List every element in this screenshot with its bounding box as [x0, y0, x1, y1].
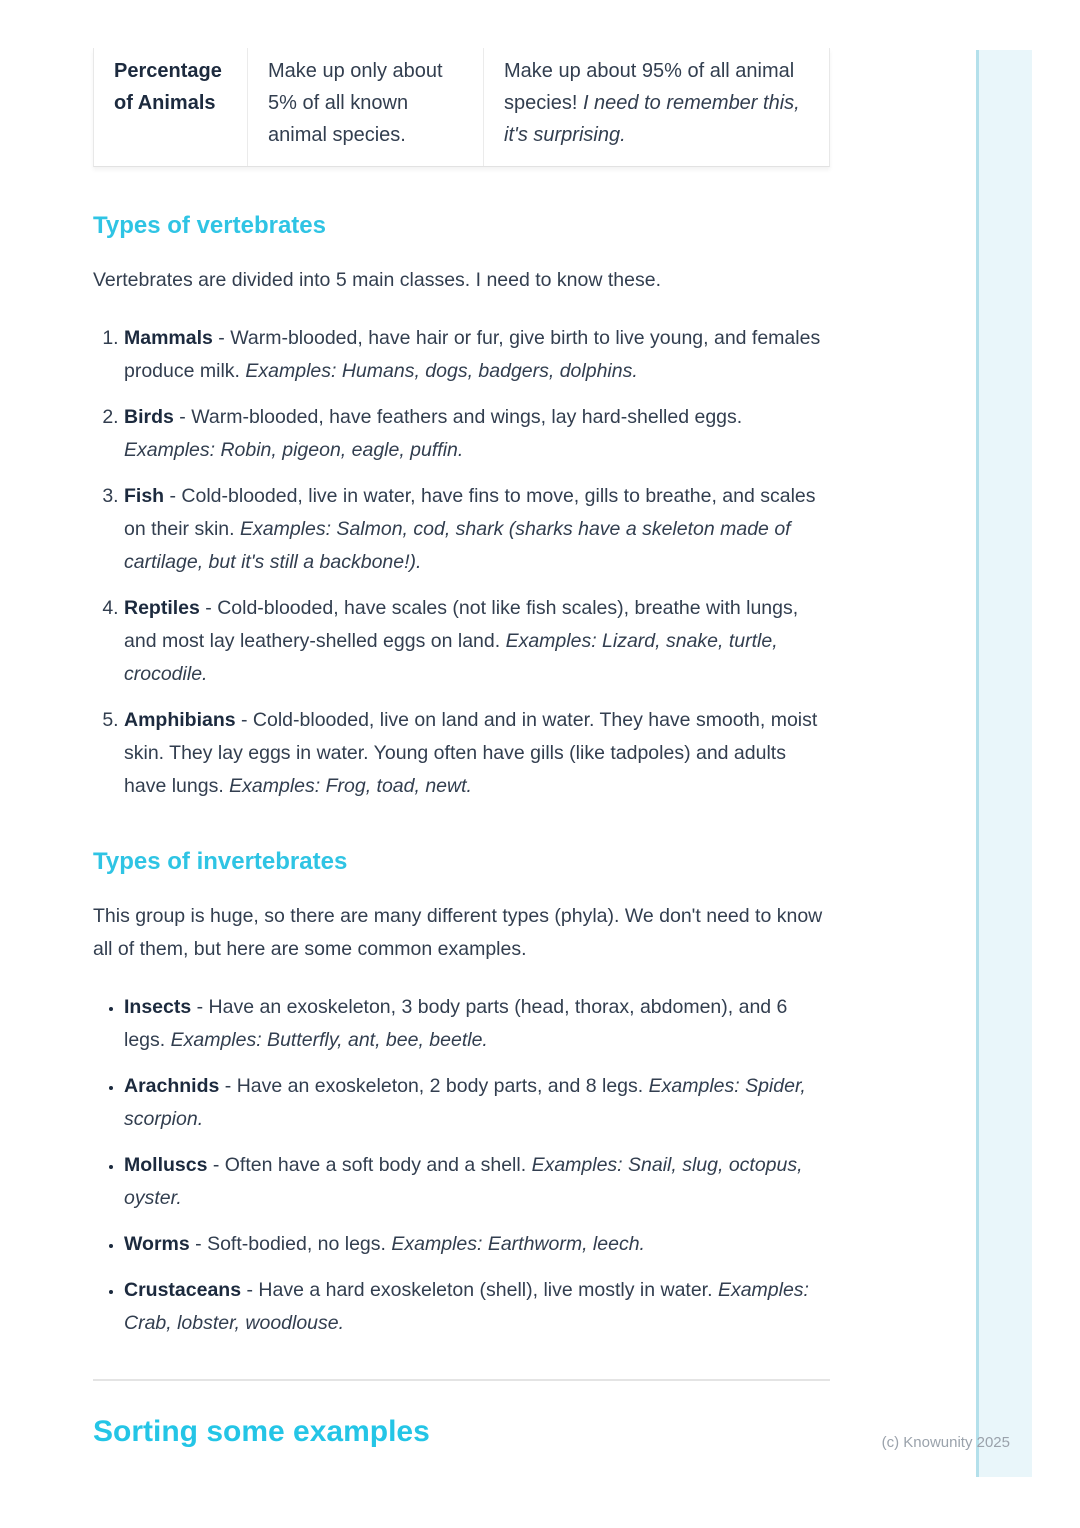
document-content: [93, 0, 830, 1450]
item-desc: - Have an exoskeleton, 2 body parts, and 8 legs.: [219, 1075, 649, 1097]
item-term: Mammals: [124, 327, 213, 349]
item-term: Worms: [124, 1233, 190, 1255]
item-term: Birds: [124, 406, 174, 428]
list-item-crustaceans: [124, 1274, 830, 1340]
page-highlight-strip: [976, 50, 1032, 1477]
item-term: Crustaceans: [124, 1279, 242, 1301]
list-item-birds: [124, 401, 830, 467]
invertebrate-phyla-list: [93, 991, 830, 1340]
table-cell-vertebrates: [484, 48, 828, 166]
item-term: Arachnids: [124, 1075, 220, 1097]
list-item-arachnids: [124, 1070, 830, 1136]
item-desc: - Cold-blooded, live in water, have fins to move, gills to breathe, and scales on their skin.: [124, 485, 816, 540]
item-term: Molluscs: [124, 1154, 208, 1176]
item-term: Fish: [124, 485, 165, 507]
section-divider: [93, 1379, 830, 1381]
item-desc: - Soft-bodied, no legs.: [189, 1233, 392, 1255]
list-item-insects: [124, 991, 830, 1057]
heading-sorting-some-examples: Sorting some examples: [93, 1415, 430, 1448]
item-examples: Examples: Humans, dogs, badgers, dolphins.: [245, 360, 638, 382]
vertebrates-intro: Vertebrates are divided into 5 main classes. I need to know these.: [93, 269, 661, 291]
list-item-mammals: [124, 322, 830, 388]
item-desc: - Have an exoskeleton, 3 body parts (head, thorax, abdomen), and 6 legs.: [124, 996, 788, 1051]
item-desc: - Cold-blooded, live on land and in water. They have smooth, moist skin. They lay eggs in water. Young often have gills (like tadpoles) and adults have lungs.: [124, 709, 818, 797]
item-term: Amphibians: [124, 709, 236, 731]
item-examples: Examples: Robin, pigeon, eagle, puffin.: [124, 439, 464, 461]
item-desc: - Warm-blooded, have feathers and wings, lay hard-shelled eggs.: [173, 406, 743, 428]
item-examples: Examples: Snail, slug, octopus, oyster.: [124, 1154, 803, 1209]
item-desc: - Have a hard exoskeleton (shell), live mostly in water.: [241, 1279, 718, 1301]
comparison-table-row: [93, 48, 830, 167]
item-examples: Examples: Butterfly, ant, bee, beetle.: [170, 1029, 488, 1051]
item-examples: Examples: Spider, scorpion.: [124, 1075, 806, 1130]
table-cell-note: I need to remember this, it's surprising.: [504, 92, 800, 146]
list-item-worms: [124, 1228, 830, 1261]
list-item-molluscs: [124, 1149, 830, 1215]
vertebrate-classes-list: [93, 322, 830, 803]
table-cell-invertebrates: Make up only about 5% of all known animal species.: [248, 48, 484, 166]
item-desc: - Often have a soft body and a shell.: [207, 1154, 532, 1176]
item-examples: Examples: Salmon, cod, shark (sharks have a skeleton made of cartilage, but it's still a backbone!).: [124, 518, 791, 573]
item-examples: Examples: Lizard, snake, turtle, crocodile.: [124, 630, 778, 685]
invertebrates-intro: This group is huge, so there are many different types (phyla). We don't need to know all of them, but here are some common examples.: [93, 905, 823, 960]
heading-types-of-invertebrates: Types of invertebrates: [93, 848, 348, 875]
table-cell-main-text: Make up about 95% of all animal species!: [504, 60, 795, 114]
heading-types-of-vertebrates: Types of vertebrates: [93, 212, 326, 239]
item-examples: Examples: Crab, lobster, woodlouse.: [124, 1279, 809, 1334]
list-item-reptiles: [124, 592, 830, 691]
item-term: Reptiles: [124, 597, 200, 619]
item-desc: - Warm-blooded, have hair or fur, give birth to live young, and females produce milk.: [124, 327, 821, 382]
copyright-notice: (c) Knowunity 2025: [881, 1434, 1010, 1451]
item-desc: - Cold-blooded, have scales (not like fish scales), breathe with lungs, and most lay leathery-shelled eggs on land.: [124, 597, 799, 652]
table-row-header: Percentage of Animals: [94, 48, 248, 166]
list-item-amphibians: [124, 704, 830, 803]
item-examples: Examples: Frog, toad, newt.: [229, 775, 472, 797]
item-term: Insects: [124, 996, 192, 1018]
list-item-fish: [124, 480, 830, 579]
item-examples: Examples: Earthworm, leech.: [391, 1233, 645, 1255]
